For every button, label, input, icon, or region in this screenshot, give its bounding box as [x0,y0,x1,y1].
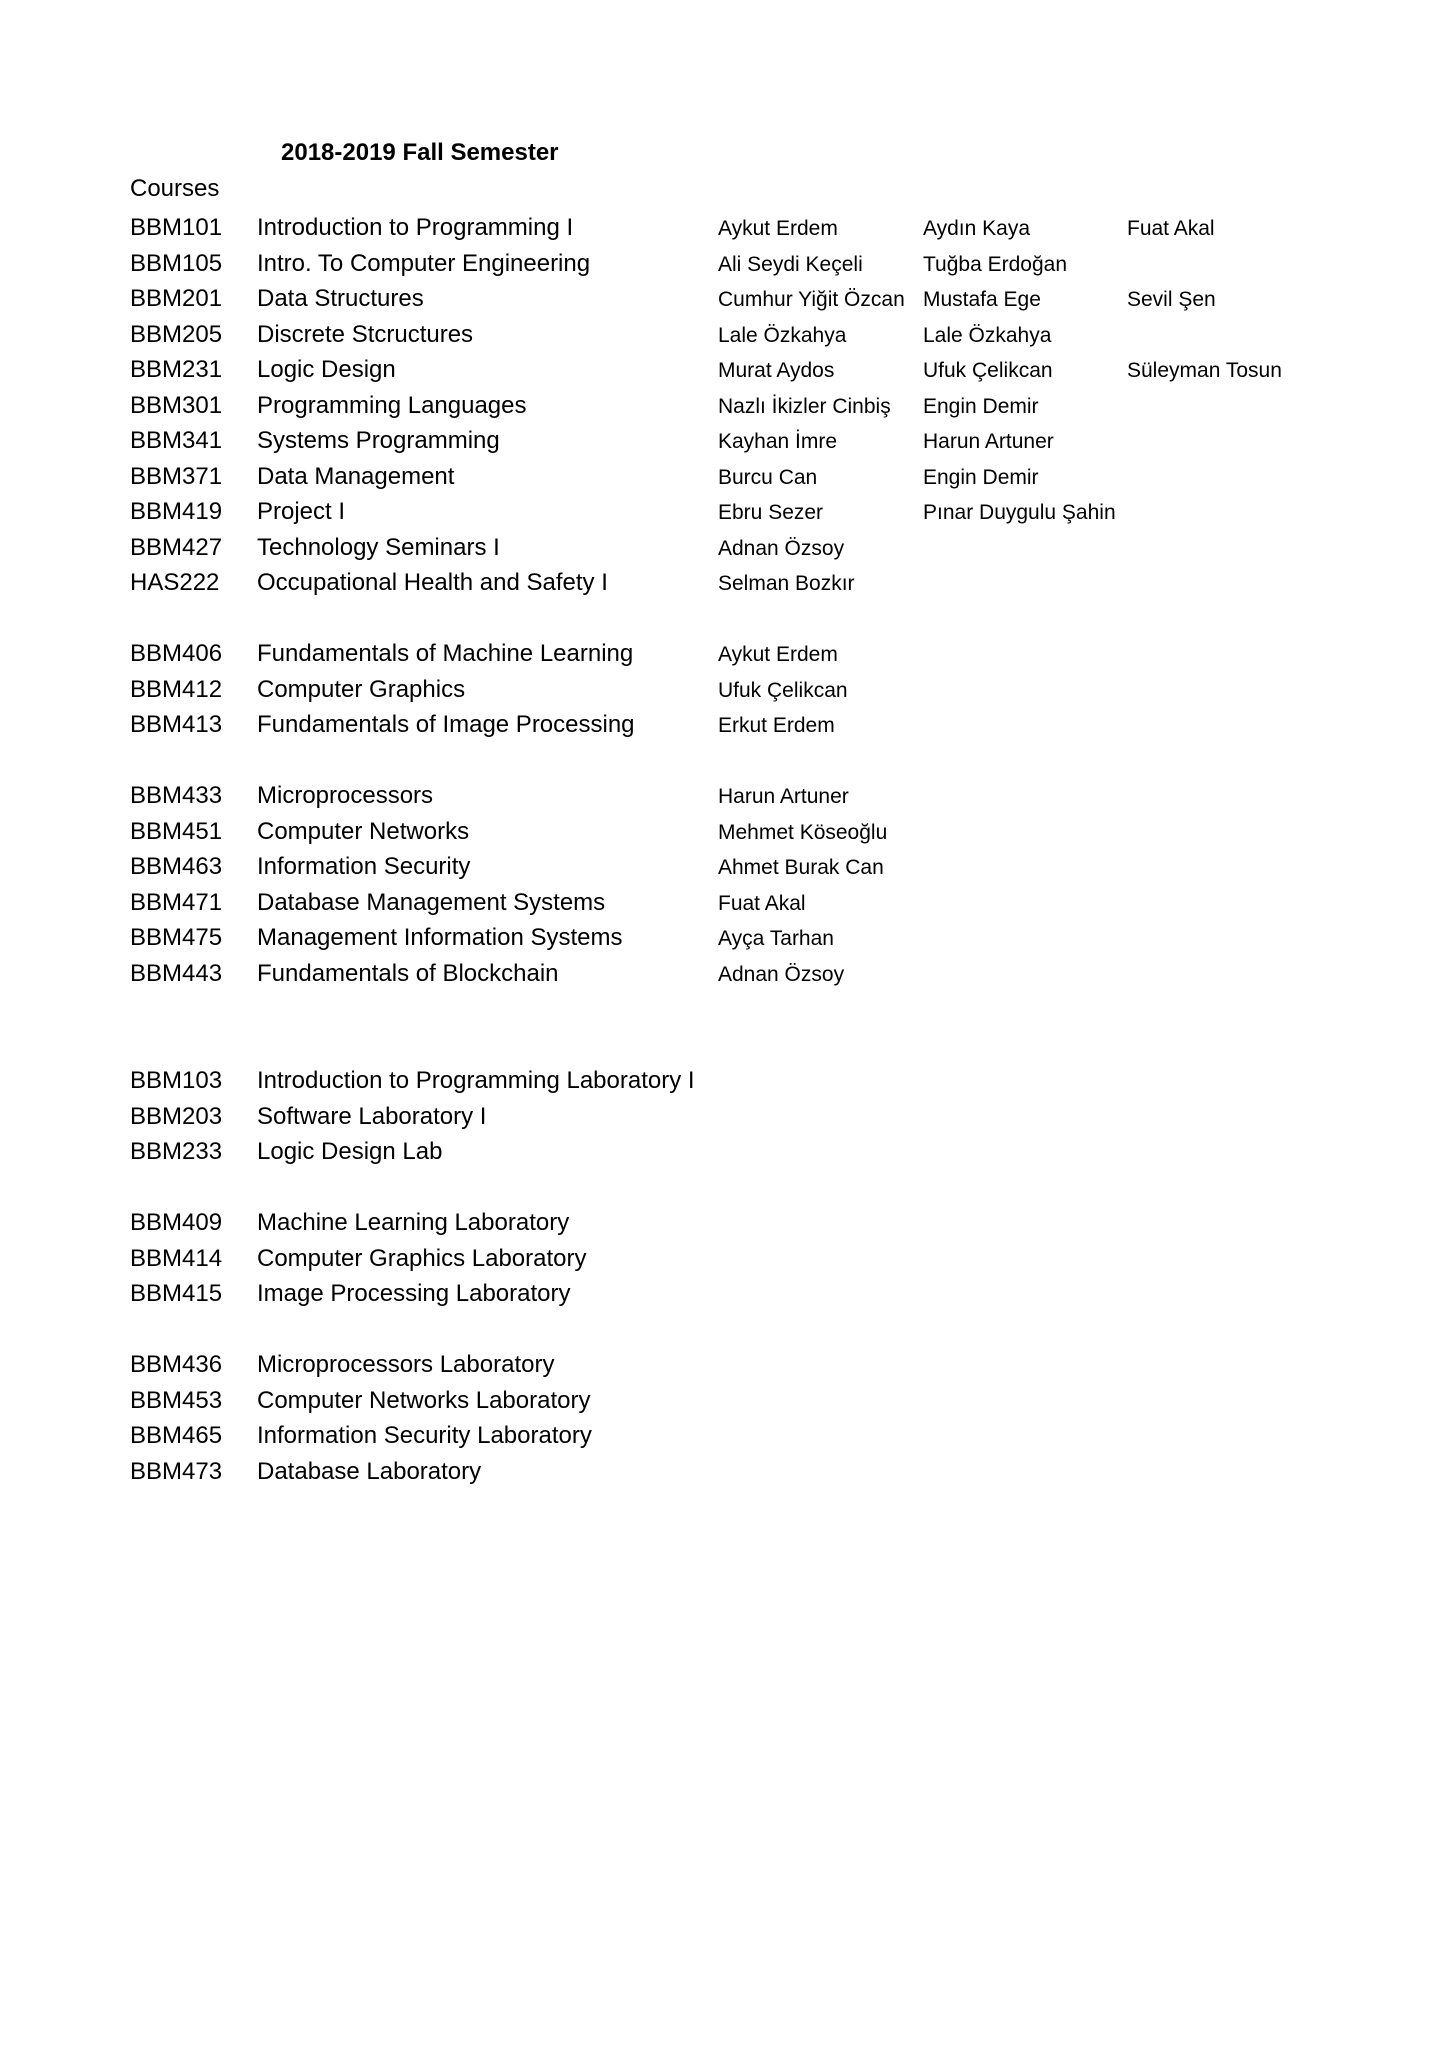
course-title: Image Processing Laboratory [257,1280,571,1307]
course-row [0,673,1448,707]
course-code: BBM471 [130,888,223,916]
instructor-name: Engin Demir [923,394,1039,418]
course-title: Machine Learning Laboratory [257,1209,570,1236]
course-code: BBM205 [130,320,223,348]
course-title: Computer Graphics Laboratory [257,1244,587,1272]
instructor-name: Kayhan İmre [718,430,838,453]
course-title: Management Information Systems [257,924,623,951]
course-row [0,460,1448,494]
course-code: BBM301 [130,391,223,419]
course-code: BBM463 [130,853,223,880]
course-code: BBM465 [130,1422,223,1449]
course-code: BBM103 [130,1067,223,1094]
course-code: BBM406 [130,640,223,667]
course-row [0,815,1448,849]
course-title: Information Security Laboratory [257,1422,592,1449]
course-row [0,247,1448,281]
course-title: Project I [257,498,346,525]
course-code: BBM453 [130,1386,223,1414]
course-title: Database Management Systems [257,888,606,916]
course-title: Computer Networks [257,817,470,845]
instructor-name: Fuat Akal [718,891,806,915]
instructor-name: Cumhur Yiğit Özcan [718,288,905,311]
course-title: Data Structures [257,285,424,312]
course-code: BBM231 [130,356,223,383]
instructor-name: Adnan Özsoy [718,962,845,986]
instructor-name: Mehmet Köseoğlu [718,820,888,844]
course-title: Technology Seminars I [257,533,500,561]
instructor-name: Süleyman Tosun [1127,359,1282,382]
instructor-name: Nazlı İkizler Cinbiş [718,394,891,418]
course-title: Logic Design [257,356,396,383]
course-title: Database Laboratory [257,1457,482,1485]
course-row [0,957,1448,991]
course-row [0,1455,1448,1489]
course-code: BBM427 [130,533,223,561]
course-code: BBM451 [130,817,223,845]
course-code: BBM443 [130,959,223,987]
instructor-name: Erkut Erdem [718,714,835,737]
course-title: Systems Programming [257,427,500,454]
course-row [0,531,1448,565]
instructor-name: Tuğba Erdoğan [923,252,1067,276]
instructor-name: Engin Demir [923,465,1039,489]
instructor-name: Ayça Tarhan [718,927,834,950]
course-row [0,1135,1448,1169]
instructor-name: Mustafa Ege [923,288,1041,311]
course-row [0,211,1448,245]
course-row [0,1277,1448,1311]
course-title: Discrete Stcructures [257,320,474,348]
course-code: BBM341 [130,427,223,454]
course-title: Fundamentals of Blockchain [257,959,559,987]
course-row [0,318,1448,352]
course-code: BBM203 [130,1102,223,1130]
instructor-name: Burcu Can [718,465,818,489]
course-row [0,495,1448,529]
instructor-name: Fuat Akal [1127,217,1215,240]
course-row [0,282,1448,316]
course-row [0,1384,1448,1418]
course-title: Logic Design Lab [257,1138,443,1165]
instructor-name: Lale Özkahya [923,323,1052,347]
instructor-name: Lale Özkahya [718,323,847,347]
instructor-name: Aydın Kaya [923,217,1031,240]
course-code: BBM413 [130,711,223,738]
instructor-name: Murat Aydos [718,359,835,382]
course-code: BBM105 [130,249,223,277]
instructor-name: Aykut Erdem [718,643,838,666]
course-title: Fundamentals of Image Processing [257,711,635,738]
page-title: 2018-2019 Fall Semester [281,139,559,166]
course-row [0,850,1448,884]
instructor-name: Harun Artuner [718,785,849,808]
instructor-name: Harun Artuner [923,430,1054,453]
instructor-name: Ali Seydi Keçeli [718,252,863,276]
course-title: Data Management [257,462,455,490]
course-row [0,353,1448,387]
course-code: BBM412 [130,675,223,703]
course-row [0,921,1448,955]
course-row [0,779,1448,813]
course-row [0,886,1448,920]
course-row [0,1064,1448,1098]
course-row [0,708,1448,742]
course-code: BBM201 [130,285,223,312]
course-row [0,637,1448,671]
course-title: Software Laboratory I [257,1102,487,1130]
course-row [0,566,1448,600]
instructor-name: Adnan Özsoy [718,536,845,560]
course-title: Computer Graphics [257,675,466,703]
course-row [0,1242,1448,1276]
instructor-name: Ufuk Çelikcan [718,678,848,702]
course-row [0,424,1448,458]
course-title: Information Security [257,853,471,880]
course-row [0,389,1448,423]
instructor-name: Pınar Duygulu Şahin [923,501,1116,524]
instructor-name: Sevil Şen [1127,288,1216,311]
course-code: HAS222 [130,569,220,596]
course-title: Intro. To Computer Engineering [257,249,591,277]
instructor-name: Ahmet Burak Can [718,856,884,879]
course-code: BBM419 [130,498,223,525]
course-code: BBM371 [130,462,223,490]
course-title: Computer Networks Laboratory [257,1386,591,1414]
course-code: BBM436 [130,1351,223,1378]
course-code: BBM233 [130,1138,223,1165]
course-code: BBM414 [130,1244,223,1272]
course-title: Introduction to Programming I [257,214,574,241]
course-title: Microprocessors [257,782,434,809]
course-title: Programming Languages [257,391,527,419]
course-title: Occupational Health and Safety I [257,569,608,596]
course-title: Microprocessors Laboratory [257,1351,555,1378]
course-row [0,1348,1448,1382]
course-row [0,1206,1448,1240]
course-code: BBM409 [130,1209,223,1236]
course-code: BBM415 [130,1280,223,1307]
instructor-name: Aykut Erdem [718,217,838,240]
courses-column-header: Courses [130,175,220,202]
instructor-name: Ebru Sezer [718,501,824,524]
course-title: Fundamentals of Machine Learning [257,640,634,667]
instructor-name: Selman Bozkır [718,572,855,595]
course-title: Introduction to Programming Laboratory I [257,1067,695,1094]
course-row [0,1419,1448,1453]
course-code: BBM475 [130,924,223,951]
course-code: BBM101 [130,214,223,241]
course-row [0,1100,1448,1134]
instructor-name: Ufuk Çelikcan [923,359,1053,382]
course-code: BBM473 [130,1457,223,1485]
course-code: BBM433 [130,782,223,809]
